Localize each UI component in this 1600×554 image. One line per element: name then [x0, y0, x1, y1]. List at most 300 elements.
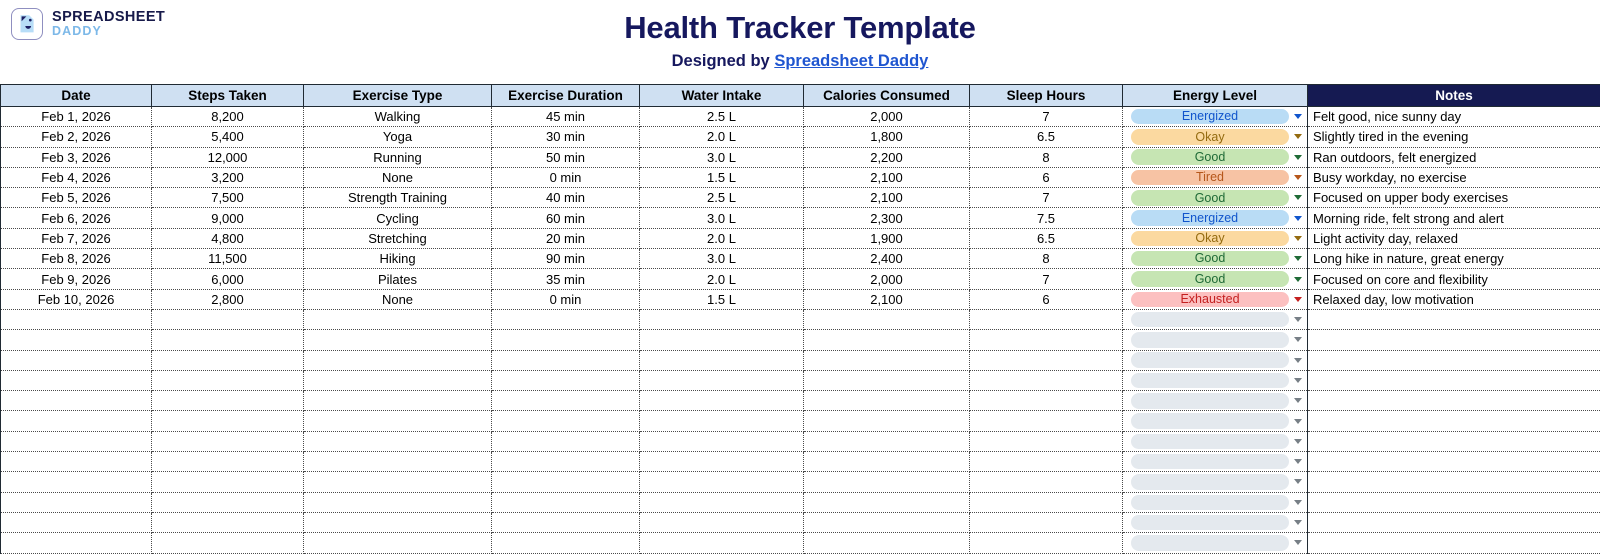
cell-sleep-empty[interactable]	[970, 472, 1123, 492]
energy-level-cell[interactable]	[1123, 167, 1308, 187]
energy-level-chip[interactable]	[1131, 474, 1289, 490]
cell-notes-empty[interactable]	[1308, 370, 1600, 390]
cell-sleep-empty[interactable]	[970, 533, 1123, 553]
column-header-exercise-type[interactable]: Exercise Type	[304, 85, 492, 107]
energy-level-dropdown[interactable]	[1131, 411, 1303, 430]
chevron-down-icon[interactable]	[1294, 317, 1302, 322]
cell-steps[interactable]: 4,800	[152, 228, 304, 248]
cell-calories[interactable]: 2,000	[804, 269, 970, 289]
energy-level-cell[interactable]	[1123, 512, 1308, 532]
cell-duration[interactable]: 50 min	[492, 147, 640, 167]
energy-level-cell[interactable]	[1123, 350, 1308, 370]
energy-level-cell[interactable]	[1123, 452, 1308, 472]
cell-date[interactable]: Feb 4, 2026	[1, 167, 152, 187]
table-row	[1, 107, 1600, 127]
cell-water[interactable]: 2.0 L	[640, 127, 804, 147]
energy-level-dropdown[interactable]	[1131, 229, 1303, 248]
cell-date-empty[interactable]	[1, 309, 152, 329]
energy-level-cell[interactable]	[1123, 188, 1308, 208]
energy-level-cell[interactable]	[1123, 127, 1308, 147]
title-block	[0, 10, 1600, 70]
cell-water[interactable]: 3.0 L	[640, 208, 804, 228]
cell-calories-empty[interactable]	[804, 431, 970, 451]
cell-water-empty[interactable]	[640, 512, 804, 532]
cell-steps[interactable]: 9,000	[152, 208, 304, 228]
spreadsheet-daddy-logo-icon	[11, 8, 43, 40]
energy-level-chip[interactable]	[1131, 312, 1289, 328]
table-row-empty	[1, 391, 1600, 411]
cell-steps-empty[interactable]	[152, 512, 304, 532]
cell-date[interactable]: Feb 5, 2026	[1, 188, 152, 208]
cell-water-empty[interactable]	[640, 411, 804, 431]
cell-sleep-empty[interactable]	[970, 330, 1123, 350]
cell-duration[interactable]: 0 min	[492, 289, 640, 309]
column-header-sleep-hours[interactable]: Sleep Hours	[970, 85, 1123, 107]
table-row-empty	[1, 370, 1600, 390]
cell-date[interactable]: Feb 3, 2026	[1, 147, 152, 167]
cell-exercise-type[interactable]: Walking	[304, 107, 492, 127]
cell-date-empty[interactable]	[1, 431, 152, 451]
column-header-exercise-duration[interactable]: Exercise Duration	[492, 85, 640, 107]
cell-date[interactable]: Feb 8, 2026	[1, 249, 152, 269]
cell-water-empty[interactable]	[640, 370, 804, 390]
cell-duration-empty[interactable]	[492, 512, 640, 532]
cell-exercise-type-empty[interactable]	[304, 533, 492, 553]
cell-notes-empty[interactable]	[1308, 452, 1600, 472]
cell-notes[interactable]: Felt good, nice sunny day	[1308, 107, 1600, 127]
energy-level-dropdown[interactable]	[1131, 493, 1303, 512]
brand-wordmark	[52, 10, 165, 38]
energy-level-chip[interactable]: Good	[1131, 271, 1289, 287]
cell-water[interactable]: 1.5 L	[640, 289, 804, 309]
chevron-down-icon[interactable]	[1294, 358, 1302, 363]
cell-calories[interactable]: 2,400	[804, 249, 970, 269]
chevron-down-icon[interactable]	[1294, 398, 1302, 403]
cell-sleep[interactable]: 6.5	[970, 127, 1123, 147]
cell-steps-empty[interactable]	[152, 350, 304, 370]
chevron-down-icon[interactable]	[1294, 216, 1302, 221]
cell-sleep-empty[interactable]	[970, 431, 1123, 451]
cell-steps-empty[interactable]	[152, 452, 304, 472]
cell-date-empty[interactable]	[1, 492, 152, 512]
table-row	[1, 127, 1600, 147]
cell-exercise-type-empty[interactable]	[304, 370, 492, 390]
chevron-down-icon[interactable]	[1294, 459, 1302, 464]
chevron-down-icon[interactable]	[1294, 236, 1302, 241]
cell-water[interactable]: 3.0 L	[640, 249, 804, 269]
energy-level-dropdown[interactable]	[1131, 472, 1303, 491]
energy-level-chip[interactable]	[1131, 454, 1289, 470]
energy-level-cell[interactable]	[1123, 411, 1308, 431]
cell-notes[interactable]: Focused on core and flexibility	[1308, 269, 1600, 289]
energy-level-chip[interactable]: Good	[1131, 251, 1289, 267]
cell-sleep-empty[interactable]	[970, 370, 1123, 390]
cell-steps[interactable]: 7,500	[152, 188, 304, 208]
energy-level-dropdown[interactable]	[1131, 148, 1303, 167]
cell-exercise-type[interactable]: None	[304, 167, 492, 187]
cell-steps-empty[interactable]	[152, 391, 304, 411]
cell-notes[interactable]: Long hike in nature, great energy	[1308, 249, 1600, 269]
cell-exercise-type[interactable]: Stretching	[304, 228, 492, 248]
cell-exercise-type-empty[interactable]	[304, 411, 492, 431]
cell-steps[interactable]: 5,400	[152, 127, 304, 147]
cell-calories[interactable]: 1,900	[804, 228, 970, 248]
cell-calories-empty[interactable]	[804, 350, 970, 370]
energy-level-dropdown[interactable]	[1131, 208, 1303, 227]
cell-date[interactable]: Feb 6, 2026	[1, 208, 152, 228]
cell-notes-empty[interactable]	[1308, 391, 1600, 411]
cell-calories-empty[interactable]	[804, 492, 970, 512]
energy-level-chip[interactable]	[1131, 393, 1289, 409]
chevron-down-icon[interactable]	[1294, 297, 1302, 302]
cell-duration[interactable]: 20 min	[492, 228, 640, 248]
cell-notes-empty[interactable]	[1308, 330, 1600, 350]
column-header-calories-consumed[interactable]: Calories Consumed	[804, 85, 970, 107]
cell-date-empty[interactable]	[1, 370, 152, 390]
chevron-down-icon[interactable]	[1294, 155, 1302, 160]
energy-level-dropdown[interactable]	[1131, 188, 1303, 207]
cell-notes[interactable]: Morning ride, felt strong and alert	[1308, 208, 1600, 228]
energy-level-dropdown[interactable]	[1131, 533, 1303, 552]
cell-duration[interactable]: 0 min	[492, 167, 640, 187]
cell-sleep[interactable]: 8	[970, 147, 1123, 167]
energy-level-chip[interactable]: Tired	[1131, 170, 1289, 186]
cell-water-empty[interactable]	[640, 350, 804, 370]
cell-calories[interactable]: 2,000	[804, 107, 970, 127]
cell-steps[interactable]: 11,500	[152, 249, 304, 269]
energy-level-dropdown[interactable]	[1131, 371, 1303, 390]
energy-level-cell[interactable]	[1123, 208, 1308, 228]
cell-sleep[interactable]: 8	[970, 249, 1123, 269]
brand-name-secondary: DADDY	[52, 25, 165, 38]
cell-water[interactable]: 2.0 L	[640, 228, 804, 248]
energy-level-dropdown[interactable]	[1131, 269, 1303, 288]
cell-date[interactable]: Feb 10, 2026	[1, 289, 152, 309]
cell-steps[interactable]: 6,000	[152, 269, 304, 289]
cell-duration-empty[interactable]	[492, 492, 640, 512]
energy-level-chip[interactable]	[1131, 515, 1289, 531]
cell-duration-empty[interactable]	[492, 411, 640, 431]
cell-steps[interactable]: 3,200	[152, 167, 304, 187]
cell-exercise-type[interactable]: Hiking	[304, 249, 492, 269]
cell-water-empty[interactable]	[640, 330, 804, 350]
cell-notes[interactable]: Relaxed day, low motivation	[1308, 289, 1600, 309]
chevron-down-icon[interactable]	[1294, 134, 1302, 139]
energy-level-cell[interactable]	[1123, 309, 1308, 329]
cell-exercise-type[interactable]: Yoga	[304, 127, 492, 147]
cell-steps-empty[interactable]	[152, 370, 304, 390]
energy-level-chip[interactable]	[1131, 373, 1289, 389]
cell-steps-empty[interactable]	[152, 431, 304, 451]
cell-exercise-type[interactable]: None	[304, 289, 492, 309]
cell-calories[interactable]: 2,200	[804, 147, 970, 167]
energy-level-cell[interactable]	[1123, 533, 1308, 553]
cell-calories[interactable]: 2,100	[804, 167, 970, 187]
cell-sleep-empty[interactable]	[970, 350, 1123, 370]
chevron-down-icon[interactable]	[1294, 500, 1302, 505]
energy-level-cell[interactable]	[1123, 147, 1308, 167]
cell-date-empty[interactable]	[1, 452, 152, 472]
energy-level-cell[interactable]	[1123, 289, 1308, 309]
cell-exercise-type-empty[interactable]	[304, 492, 492, 512]
cell-date[interactable]: Feb 2, 2026	[1, 127, 152, 147]
table-row-empty	[1, 533, 1600, 553]
energy-level-dropdown[interactable]	[1131, 127, 1303, 146]
cell-calories-empty[interactable]	[804, 533, 970, 553]
cell-water-empty[interactable]	[640, 533, 804, 553]
cell-exercise-type[interactable]: Cycling	[304, 208, 492, 228]
energy-level-dropdown[interactable]	[1131, 330, 1303, 349]
brand-logo	[11, 8, 165, 40]
cell-sleep-empty[interactable]	[970, 309, 1123, 329]
cell-duration[interactable]: 40 min	[492, 188, 640, 208]
cell-duration-empty[interactable]	[492, 391, 640, 411]
chevron-down-icon[interactable]	[1294, 419, 1302, 424]
energy-level-chip[interactable]: Good	[1131, 190, 1289, 206]
cell-date[interactable]: Feb 9, 2026	[1, 269, 152, 289]
cell-calories[interactable]: 2,100	[804, 289, 970, 309]
table-row-empty	[1, 452, 1600, 472]
cell-duration[interactable]: 35 min	[492, 269, 640, 289]
cell-water[interactable]: 2.0 L	[640, 269, 804, 289]
cell-duration-empty[interactable]	[492, 452, 640, 472]
chevron-down-icon[interactable]	[1294, 277, 1302, 282]
cell-date[interactable]: Feb 1, 2026	[1, 107, 152, 127]
table-body	[1, 107, 1600, 554]
energy-level-chip[interactable]	[1131, 535, 1289, 551]
cell-steps-empty[interactable]	[152, 309, 304, 329]
cell-notes[interactable]: Focused on upper body exercises	[1308, 188, 1600, 208]
energy-level-dropdown[interactable]	[1131, 249, 1303, 268]
energy-level-cell[interactable]	[1123, 391, 1308, 411]
cell-duration-empty[interactable]	[492, 431, 640, 451]
cell-steps-empty[interactable]	[152, 330, 304, 350]
table-row-empty	[1, 431, 1600, 451]
spreadsheet-daddy-link[interactable]: Spreadsheet Daddy	[774, 52, 928, 70]
cell-calories-empty[interactable]	[804, 309, 970, 329]
cell-steps-empty[interactable]	[152, 533, 304, 553]
energy-level-chip[interactable]	[1131, 495, 1289, 511]
cell-duration[interactable]: 45 min	[492, 107, 640, 127]
column-header-date[interactable]: Date	[1, 85, 152, 107]
health-tracker-table	[0, 84, 1600, 554]
table-header-row	[1, 85, 1600, 107]
cell-date-empty[interactable]	[1, 533, 152, 553]
cell-exercise-type-empty[interactable]	[304, 350, 492, 370]
table-row-empty	[1, 309, 1600, 329]
chevron-down-icon[interactable]	[1294, 520, 1302, 525]
cell-notes-empty[interactable]	[1308, 472, 1600, 492]
energy-level-dropdown[interactable]	[1131, 452, 1303, 471]
cell-calories-empty[interactable]	[804, 512, 970, 532]
cell-calories[interactable]: 2,300	[804, 208, 970, 228]
table-row	[1, 208, 1600, 228]
cell-date-empty[interactable]	[1, 512, 152, 532]
chevron-down-icon[interactable]	[1294, 337, 1302, 342]
energy-level-chip[interactable]	[1131, 332, 1289, 348]
cell-sleep-empty[interactable]	[970, 452, 1123, 472]
cell-date-empty[interactable]	[1, 350, 152, 370]
chevron-down-icon[interactable]	[1294, 479, 1302, 484]
cell-water[interactable]: 2.5 L	[640, 107, 804, 127]
cell-sleep[interactable]: 6.5	[970, 228, 1123, 248]
cell-calories-empty[interactable]	[804, 452, 970, 472]
page-header	[0, 0, 1600, 84]
chevron-down-icon[interactable]	[1294, 175, 1302, 180]
cell-exercise-type[interactable]: Pilates	[304, 269, 492, 289]
cell-sleep-empty[interactable]	[970, 411, 1123, 431]
energy-level-cell[interactable]	[1123, 330, 1308, 350]
cell-water-empty[interactable]	[640, 431, 804, 451]
cell-exercise-type-empty[interactable]	[304, 309, 492, 329]
energy-level-cell[interactable]	[1123, 249, 1308, 269]
cell-sleep-empty[interactable]	[970, 512, 1123, 532]
energy-level-cell[interactable]	[1123, 370, 1308, 390]
cell-water-empty[interactable]	[640, 472, 804, 492]
energy-level-cell[interactable]	[1123, 269, 1308, 289]
energy-level-dropdown[interactable]	[1131, 310, 1303, 329]
cell-notes-empty[interactable]	[1308, 411, 1600, 431]
energy-level-dropdown[interactable]	[1131, 290, 1303, 309]
energy-level-chip[interactable]: Energized	[1131, 109, 1289, 125]
cell-exercise-type-empty[interactable]	[304, 330, 492, 350]
column-header-water-intake[interactable]: Water Intake	[640, 85, 804, 107]
cell-date[interactable]: Feb 7, 2026	[1, 228, 152, 248]
cell-calories-empty[interactable]	[804, 411, 970, 431]
chevron-down-icon[interactable]	[1294, 378, 1302, 383]
cell-notes[interactable]: Slightly tired in the evening	[1308, 127, 1600, 147]
cell-sleep-empty[interactable]	[970, 492, 1123, 512]
cell-calories[interactable]: 1,800	[804, 127, 970, 147]
cell-notes[interactable]: Light activity day, relaxed	[1308, 228, 1600, 248]
table-row	[1, 167, 1600, 187]
cell-calories-empty[interactable]	[804, 370, 970, 390]
cell-duration-empty[interactable]	[492, 472, 640, 492]
energy-level-dropdown[interactable]	[1131, 391, 1303, 410]
cell-date-empty[interactable]	[1, 330, 152, 350]
cell-exercise-type-empty[interactable]	[304, 391, 492, 411]
cell-notes[interactable]: Busy workday, no exercise	[1308, 167, 1600, 187]
cell-notes[interactable]: Ran outdoors, felt energized	[1308, 147, 1600, 167]
energy-level-cell[interactable]	[1123, 228, 1308, 248]
cell-duration[interactable]: 60 min	[492, 208, 640, 228]
cell-duration-empty[interactable]	[492, 330, 640, 350]
cell-water-empty[interactable]	[640, 391, 804, 411]
energy-level-chip[interactable]: Good	[1131, 149, 1289, 165]
cell-steps-empty[interactable]	[152, 411, 304, 431]
cell-exercise-type-empty[interactable]	[304, 472, 492, 492]
cell-date-empty[interactable]	[1, 472, 152, 492]
cell-sleep[interactable]: 6	[970, 167, 1123, 187]
cell-steps-empty[interactable]	[152, 472, 304, 492]
column-header-energy-level[interactable]: Energy Level	[1123, 85, 1308, 107]
cell-notes-empty[interactable]	[1308, 309, 1600, 329]
cell-notes-empty[interactable]	[1308, 431, 1600, 451]
cell-water[interactable]: 1.5 L	[640, 167, 804, 187]
cell-duration-empty[interactable]	[492, 350, 640, 370]
energy-level-chip[interactable]: Okay	[1131, 231, 1289, 247]
cell-sleep-empty[interactable]	[970, 391, 1123, 411]
cell-duration[interactable]: 30 min	[492, 127, 640, 147]
cell-calories[interactable]: 2,100	[804, 188, 970, 208]
chevron-down-icon[interactable]	[1294, 256, 1302, 261]
cell-notes-empty[interactable]	[1308, 512, 1600, 532]
energy-level-cell[interactable]	[1123, 492, 1308, 512]
cell-sleep[interactable]: 7	[970, 269, 1123, 289]
cell-date-empty[interactable]	[1, 391, 152, 411]
cell-steps-empty[interactable]	[152, 492, 304, 512]
energy-level-dropdown[interactable]	[1131, 432, 1303, 451]
cell-notes-empty[interactable]	[1308, 533, 1600, 553]
energy-level-cell[interactable]	[1123, 107, 1308, 127]
cell-duration-empty[interactable]	[492, 370, 640, 390]
cell-exercise-type-empty[interactable]	[304, 431, 492, 451]
column-header-steps-taken[interactable]: Steps Taken	[152, 85, 304, 107]
cell-exercise-type[interactable]: Running	[304, 147, 492, 167]
cell-steps[interactable]: 12,000	[152, 147, 304, 167]
cell-exercise-type[interactable]: Strength Training	[304, 188, 492, 208]
table-row	[1, 188, 1600, 208]
chevron-down-icon[interactable]	[1294, 114, 1302, 119]
cell-water[interactable]: 3.0 L	[640, 147, 804, 167]
chevron-down-icon[interactable]	[1294, 540, 1302, 545]
energy-level-dropdown[interactable]	[1131, 168, 1303, 187]
table-row	[1, 228, 1600, 248]
table-row-empty	[1, 411, 1600, 431]
cell-duration-empty[interactable]	[492, 533, 640, 553]
cell-water-empty[interactable]	[640, 309, 804, 329]
cell-duration[interactable]: 90 min	[492, 249, 640, 269]
cell-calories-empty[interactable]	[804, 472, 970, 492]
table-row	[1, 289, 1600, 309]
energy-level-chip[interactable]	[1131, 352, 1289, 368]
energy-level-dropdown[interactable]	[1131, 107, 1303, 126]
cell-date-empty[interactable]	[1, 411, 152, 431]
subtitle-prefix: Designed by	[672, 52, 775, 70]
cell-steps[interactable]: 2,800	[152, 289, 304, 309]
cell-water[interactable]: 2.5 L	[640, 188, 804, 208]
cell-notes-empty[interactable]	[1308, 492, 1600, 512]
energy-level-dropdown[interactable]	[1131, 351, 1303, 370]
cell-sleep[interactable]: 7	[970, 188, 1123, 208]
energy-level-chip[interactable]	[1131, 434, 1289, 450]
cell-water-empty[interactable]	[640, 492, 804, 512]
cell-exercise-type-empty[interactable]	[304, 512, 492, 532]
cell-exercise-type-empty[interactable]	[304, 452, 492, 472]
cell-duration-empty[interactable]	[492, 309, 640, 329]
energy-level-chip[interactable]: Energized	[1131, 210, 1289, 226]
chevron-down-icon[interactable]	[1294, 439, 1302, 444]
column-header-notes[interactable]: Notes	[1308, 85, 1600, 107]
page-subtitle	[0, 52, 1600, 70]
cell-sleep[interactable]: 7	[970, 107, 1123, 127]
cell-sleep[interactable]: 7.5	[970, 208, 1123, 228]
energy-level-chip[interactable]: Okay	[1131, 129, 1289, 145]
energy-level-dropdown[interactable]	[1131, 513, 1303, 532]
energy-level-cell[interactable]	[1123, 472, 1308, 492]
table-row	[1, 147, 1600, 167]
energy-level-chip[interactable]	[1131, 413, 1289, 429]
energy-level-chip[interactable]: Exhausted	[1131, 292, 1289, 308]
cell-sleep[interactable]: 6	[970, 289, 1123, 309]
cell-steps[interactable]: 8,200	[152, 107, 304, 127]
energy-level-cell[interactable]	[1123, 431, 1308, 451]
cell-water-empty[interactable]	[640, 452, 804, 472]
cell-calories-empty[interactable]	[804, 391, 970, 411]
cell-calories-empty[interactable]	[804, 330, 970, 350]
chevron-down-icon[interactable]	[1294, 195, 1302, 200]
cell-notes-empty[interactable]	[1308, 350, 1600, 370]
